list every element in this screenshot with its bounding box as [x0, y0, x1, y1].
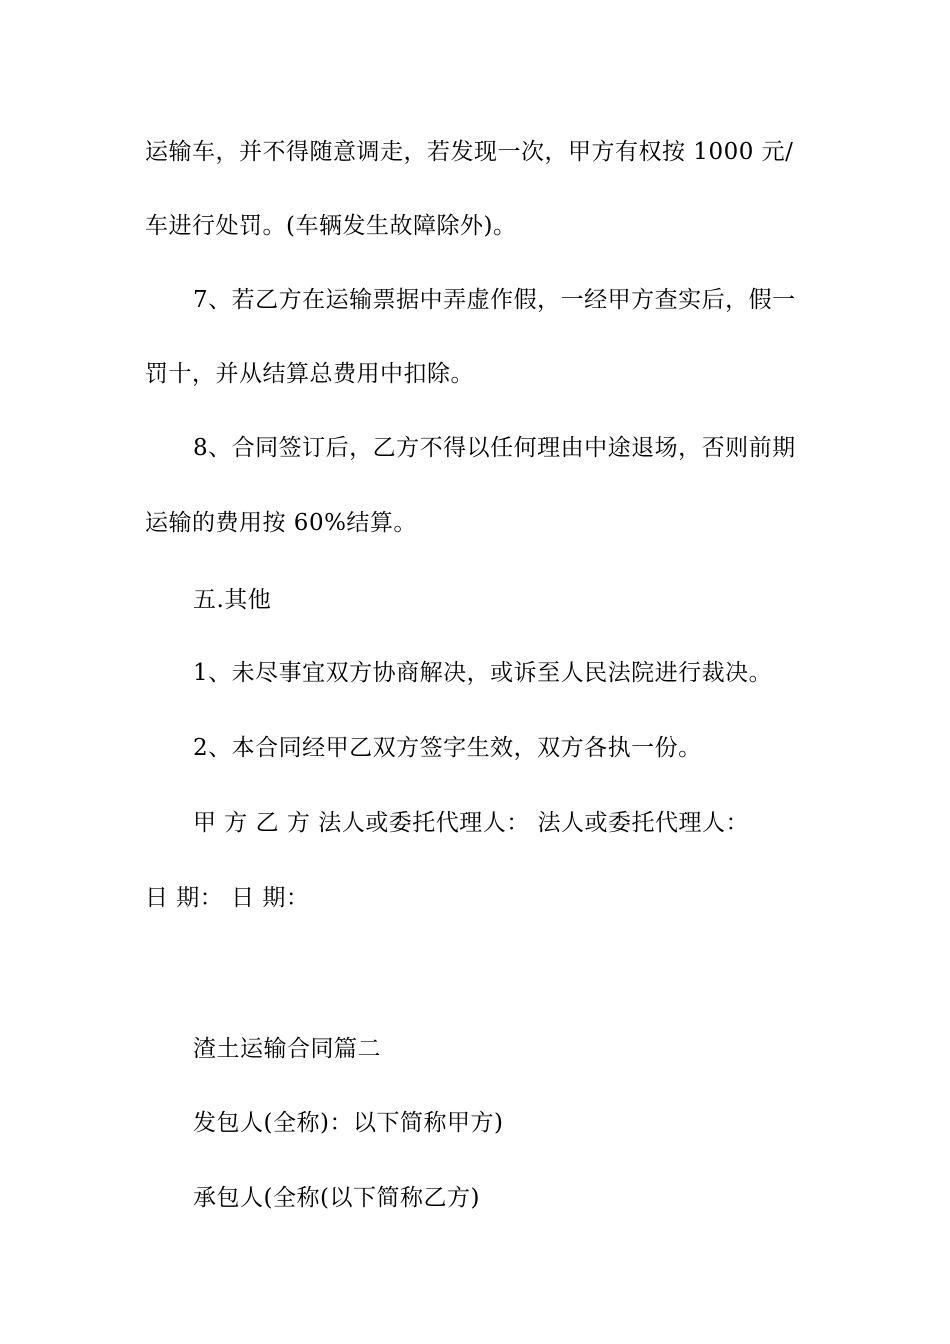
- signature-parties-line: 甲 方 乙 方 法人或委托代理人： 法人或委托代理人：: [193, 810, 750, 836]
- paragraph-line: 罚十，并从结算总费用中扣除。: [145, 361, 474, 387]
- clause-8-line: 8、合同签订后，乙方不得以任何理由中途退场，否则前期: [193, 435, 796, 461]
- paragraph-line: 运输的费用按 60%结算。: [145, 510, 417, 536]
- paragraph-line: 运输车，并不得随意调走，若发现一次，甲方有权按 1000 元/: [145, 139, 794, 165]
- clause-7-line: 7、若乙方在运输票据中弄虚作假，一经甲方查实后，假一: [193, 287, 796, 313]
- signature-date-line: 日 期： 日 期：: [145, 885, 310, 911]
- clause-1-line: 1、未尽事宜双方协商解决，或诉至人民法院进行裁决。: [193, 660, 773, 686]
- section-heading-other: 五.其他: [193, 587, 272, 613]
- clause-2-line: 2、本合同经甲乙双方签字生效，双方各执一份。: [193, 735, 702, 761]
- contract-title-part-two: 渣土运输合同篇二: [193, 1036, 381, 1062]
- paragraph-line: 车进行处罚。(车辆发生故障除外)。: [145, 213, 517, 239]
- employer-line: 发包人(全称)：以下简称甲方): [193, 1110, 504, 1136]
- contractor-line: 承包人(全称(以下简称乙方): [193, 1185, 480, 1211]
